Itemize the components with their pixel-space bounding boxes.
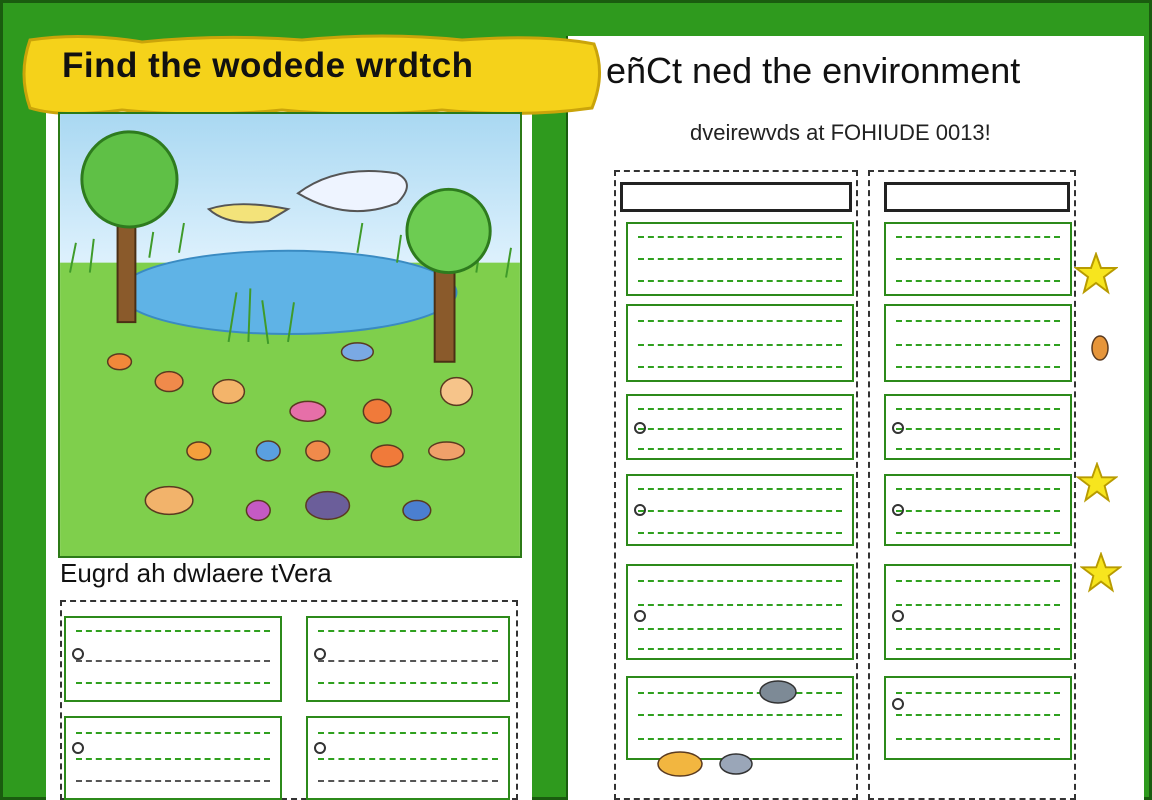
answer-card[interactable]: [306, 616, 510, 702]
pond-icon: [120, 251, 457, 334]
answer-card[interactable]: [64, 616, 282, 702]
answer-card[interactable]: [884, 394, 1072, 460]
answer-card[interactable]: [306, 716, 510, 800]
answer-card[interactable]: [626, 394, 854, 460]
header-input-box[interactable]: [884, 182, 1070, 212]
answer-card[interactable]: [626, 304, 854, 382]
right-subtitle: dveirewvds at FOHIUDE 0013!: [690, 120, 991, 145]
scene-caption: Eugrd ah dwlaere tVera: [60, 558, 332, 588]
answer-card[interactable]: [884, 222, 1072, 296]
star-icon: [1076, 462, 1118, 504]
banner-title: Find the wodede wrdtch: [62, 46, 474, 85]
star-icon: [1074, 252, 1118, 296]
animal-doodle-icon: [650, 742, 760, 786]
answer-card[interactable]: [884, 304, 1072, 382]
answer-card[interactable]: [64, 716, 282, 800]
header-input-box[interactable]: [620, 182, 852, 212]
animal-doodle-icon: [752, 670, 808, 710]
answer-card[interactable]: [626, 474, 854, 546]
star-icon: [1080, 552, 1122, 594]
nature-scene-illustration: [58, 112, 522, 558]
answer-card[interactable]: [626, 222, 854, 296]
answer-card[interactable]: [884, 474, 1072, 546]
answer-card[interactable]: [884, 564, 1072, 660]
answer-card[interactable]: [626, 564, 854, 660]
answer-card[interactable]: [884, 676, 1072, 760]
right-title: eñCt ned the environment: [606, 50, 1021, 91]
animal-doodle-icon: [1086, 326, 1114, 366]
